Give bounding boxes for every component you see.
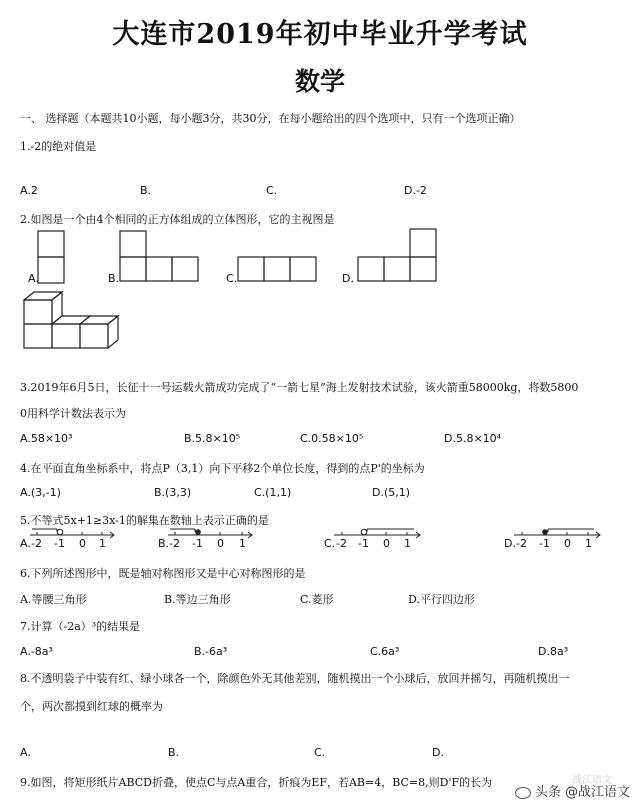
q6-option-b: B.等边三角形 [164, 593, 231, 606]
q8-option-b: B. [168, 746, 180, 759]
q5-d-tick-4: 1 [585, 537, 592, 550]
q5-numberline-b [158, 529, 252, 550]
q7-option-b: B.-6a³ [194, 645, 228, 658]
q3-stem-line1: 3.2019年6月5日，长征十一号运载火箭成功完成了“一箭七星”海上发射技术试验，该火箭重58000kg，将数5800 [20, 381, 579, 394]
q1-stem: 1.-2的绝对值是 [20, 140, 97, 153]
q3-option-d: D.5.8×10⁴ [444, 432, 502, 445]
q9-stem: 9.如图，将矩形纸片ABCD折叠，使点C与点A重合，折痕为EF，若AB=4，BC=8,则D'F的长为 [20, 776, 493, 789]
q5-numberline-c [324, 529, 420, 550]
q3-stem-line2: 0用科学计数法表示为 [20, 407, 126, 420]
section-heading: 一、 选择题（本题共10小题，每小题3分，共30分，在每小题给出的四个选项中，只有一个选项正确） [20, 112, 521, 125]
q5-a-tick-4: 1 [99, 537, 106, 550]
q3-option-a: A.58×10³ [20, 432, 73, 445]
q4-option-a: A.(3,-1) [20, 486, 61, 499]
q1-option-b: B. [140, 184, 152, 197]
q4-stem: 4.在平面直角坐标系中，将点P（3,1）向下平移2个单位长度，得到的点P'的坐标为 [20, 462, 425, 475]
q5-d-tick-2: -1 [539, 537, 550, 550]
q5-c-tick-3: 0 [383, 537, 390, 550]
q1-option-a: A.2 [20, 184, 38, 197]
q2-label-d: D. [342, 272, 354, 285]
q6-option-c: C.菱形 [300, 593, 334, 606]
q2-label-b: B. [108, 272, 120, 285]
q2-label-a: A. [28, 272, 39, 285]
q4-option-d: D.(5,1) [372, 486, 411, 499]
page-title: 大连市2019年初中毕业升学考试 [112, 19, 528, 50]
q7-option-d: D.8a³ [538, 645, 569, 658]
q1-option-c: C. [266, 184, 278, 197]
q6-option-a: A.等腰三角形 [20, 593, 87, 606]
toutiao-logo-icon [515, 787, 531, 799]
q2-label-c: C. [226, 272, 238, 285]
q4-option-b: B.(3,3) [154, 486, 192, 499]
q7-stem: 7.计算（-2a）³的结果是 [20, 620, 141, 633]
q1-option-d: D.-2 [404, 184, 427, 197]
q5-label-a: A. [20, 537, 31, 550]
q8-option-d: D. [432, 746, 444, 759]
q5-d-tick-1: -2 [516, 537, 527, 550]
q5-numberline-a [20, 529, 114, 550]
q5-d-tick-3: 0 [564, 537, 571, 550]
q5-a-tick-2: -1 [54, 537, 65, 550]
q7-option-a: A.-8a³ [20, 645, 53, 658]
q8-stem-line2: 个，两次都摸到红球的概率为 [20, 700, 163, 713]
q6-option-d: D.平行四边形 [408, 593, 475, 606]
q8-option-a: A. [20, 746, 31, 759]
q5-b-tick-2: -1 [192, 537, 203, 550]
q5-stem: 5.不等式5x+1≥3x-1的解集在数轴上表示正确的是 [20, 514, 269, 527]
q5-numberline-d [504, 529, 600, 550]
q4-option-c: C.(1,1) [254, 486, 292, 499]
q5-a-tick-3: 0 [79, 537, 86, 550]
q6-stem: 6.下列所述图形中，既是轴对称图形又是中心对称图形的是 [20, 567, 306, 580]
q3-option-c: C.0.58×10⁵ [300, 432, 364, 445]
q8-option-c: C. [314, 746, 326, 759]
q5-label-c: C. [324, 537, 336, 550]
watermark-faint: 战江语文 [572, 775, 612, 786]
q5-a-tick-1: -2 [31, 537, 42, 550]
watermark-text: 头条 @战江语文 [534, 785, 630, 800]
q5-c-tick-2: -1 [358, 537, 369, 550]
q5-label-d: D. [504, 537, 516, 550]
q8-stem-line1: 8.不透明袋子中装有红、绿小球各一个，除颜色外无其他差别，随机摸出一个小球后，放回并摇匀，再随机摸出一 [20, 672, 570, 685]
q2-stem: 2.如图是一个由4个相同的正方体组成的立体图形，它的主视图是 [20, 213, 335, 226]
q5-label-b: B. [158, 537, 170, 550]
q5-b-tick-3: 0 [217, 537, 224, 550]
q7-option-c: C.6a³ [370, 645, 400, 658]
q3-option-b: B.5.8×10⁵ [184, 432, 241, 445]
q5-b-tick-1: -2 [169, 537, 180, 550]
q5-b-tick-4: 1 [239, 537, 246, 550]
subject-title: 数学 [294, 67, 345, 96]
q5-c-tick-4: 1 [404, 537, 411, 550]
q5-c-tick-1: -2 [336, 537, 347, 550]
